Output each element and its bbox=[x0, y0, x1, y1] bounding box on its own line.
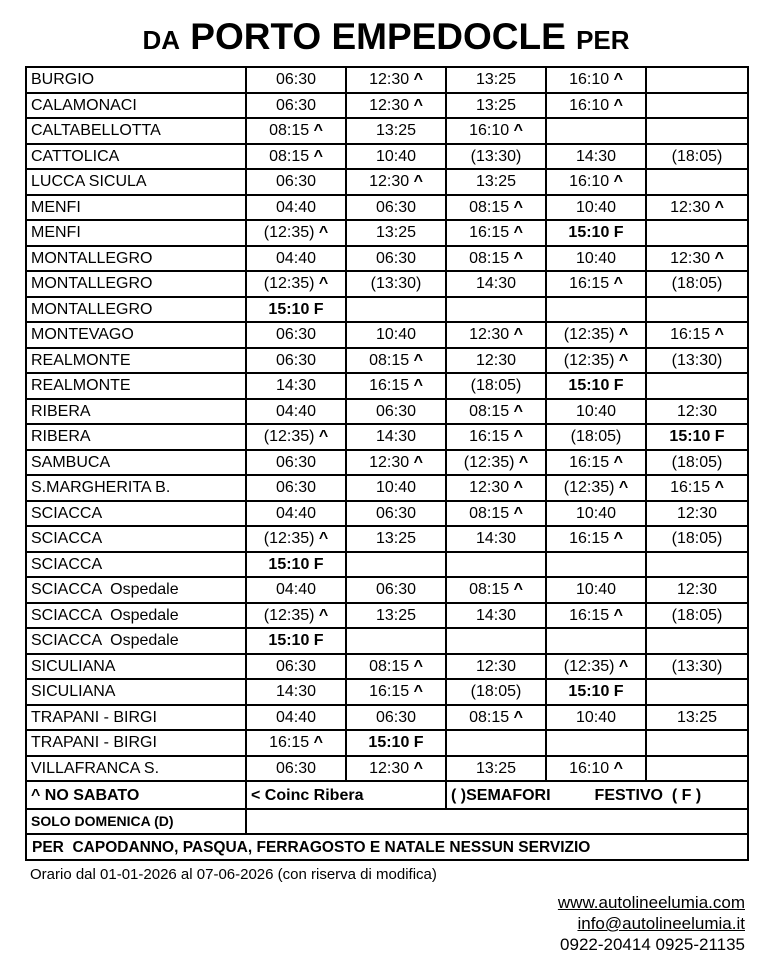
no-saturday-marker: ^ bbox=[513, 402, 523, 420]
time-cell: 04:40 bbox=[246, 705, 346, 731]
no-saturday-marker: ^ bbox=[513, 708, 523, 726]
no-saturday-marker: ^ bbox=[513, 428, 523, 446]
no-saturday-marker: ^ bbox=[413, 657, 423, 675]
time-cell: 16:15 ^ bbox=[346, 373, 446, 399]
no-saturday-marker: ^ bbox=[613, 71, 623, 89]
time-cell: 13:25 bbox=[346, 118, 446, 144]
destination-cell: CALAMONACI bbox=[26, 93, 246, 119]
time-cell bbox=[646, 679, 748, 705]
time-cell: (12:35) ^ bbox=[246, 424, 346, 450]
no-saturday-marker: ^ bbox=[613, 173, 623, 191]
table-row bbox=[26, 526, 748, 552]
time-cell: 14:30 bbox=[446, 271, 546, 297]
destination-cell: SCIACCA Ospedale bbox=[26, 577, 246, 603]
time-cell: 06:30 bbox=[246, 756, 346, 782]
time-cell: (12:35) ^ bbox=[246, 271, 346, 297]
time-cell: 10:40 bbox=[546, 577, 646, 603]
time-cell: (12:35) ^ bbox=[546, 654, 646, 680]
time-cell: (18:05) bbox=[446, 679, 546, 705]
destination-cell: REALMONTE bbox=[26, 348, 246, 374]
no-saturday-marker: ^ bbox=[618, 351, 629, 369]
time-cell: 12:30 bbox=[646, 501, 748, 527]
time-cell: 10:40 bbox=[346, 475, 446, 501]
time-cell: 12:30 bbox=[646, 577, 748, 603]
timetable-legend bbox=[26, 781, 748, 860]
table-row bbox=[26, 756, 748, 782]
time-cell: 15:10 F bbox=[546, 679, 646, 705]
time-cell: (18:05) bbox=[646, 603, 748, 629]
destination-cell: SCIACCA Ospedale bbox=[26, 603, 246, 629]
time-cell: (12:35) ^ bbox=[546, 475, 646, 501]
destination-cell: SICULIANA bbox=[26, 654, 246, 680]
table-row bbox=[26, 424, 748, 450]
time-cell bbox=[646, 220, 748, 246]
destination-cell: BURGIO bbox=[26, 67, 246, 93]
time-cell: 15:10 F bbox=[646, 424, 748, 450]
time-cell: (12:35) ^ bbox=[446, 450, 546, 476]
time-cell: 12:30 ^ bbox=[446, 475, 546, 501]
solo-domenica-row bbox=[26, 809, 748, 834]
no-service-note: PER CAPODANNO, PASQUA, FERRAGOSTO E NATALE NESSUN SERVIZIO bbox=[26, 834, 748, 860]
table-row bbox=[26, 603, 748, 629]
time-cell: 06:30 bbox=[246, 654, 346, 680]
time-cell: 15:10 F bbox=[246, 628, 346, 654]
time-cell bbox=[646, 169, 748, 195]
title-main: PORTO EMPEDOCLE bbox=[190, 16, 566, 57]
no-saturday-marker: ^ bbox=[513, 122, 523, 140]
no-saturday-marker: ^ bbox=[613, 530, 623, 548]
no-saturday-marker: ^ bbox=[413, 683, 423, 701]
legend-semafori: ( )SEMAFORI bbox=[451, 786, 551, 804]
table-row bbox=[26, 730, 748, 756]
time-cell: 06:30 bbox=[246, 348, 346, 374]
time-cell bbox=[546, 552, 646, 578]
time-cell: 14:30 bbox=[346, 424, 446, 450]
phone-numbers: 0922-20414 0925-21135 bbox=[560, 935, 745, 954]
destination-cell: MONTALLEGRO bbox=[26, 246, 246, 272]
destination-cell: MONTEVAGO bbox=[26, 322, 246, 348]
time-cell bbox=[646, 730, 748, 756]
time-cell: (18:05) bbox=[646, 526, 748, 552]
table-row bbox=[26, 705, 748, 731]
no-saturday-marker: ^ bbox=[714, 249, 724, 267]
time-cell: 16:15 ^ bbox=[546, 526, 646, 552]
time-cell: 16:15 ^ bbox=[546, 603, 646, 629]
destination-cell: S.MARGHERITA B. bbox=[26, 475, 246, 501]
time-cell bbox=[646, 118, 748, 144]
time-cell: 12:30 ^ bbox=[346, 169, 446, 195]
time-cell: 08:15 ^ bbox=[346, 348, 446, 374]
time-cell: 13:25 bbox=[346, 603, 446, 629]
time-cell: (12:35) ^ bbox=[546, 322, 646, 348]
table-row bbox=[26, 144, 748, 170]
time-cell: 13:25 bbox=[346, 220, 446, 246]
time-cell: (13:30) bbox=[346, 271, 446, 297]
table-row bbox=[26, 93, 748, 119]
time-cell: 16:15 ^ bbox=[446, 220, 546, 246]
time-cell bbox=[646, 552, 748, 578]
time-cell: 16:10 ^ bbox=[546, 169, 646, 195]
destination-cell: SCIACCA bbox=[26, 552, 246, 578]
time-cell bbox=[346, 552, 446, 578]
time-cell bbox=[546, 628, 646, 654]
no-saturday-marker: ^ bbox=[313, 734, 323, 752]
time-cell: 16:10 ^ bbox=[546, 93, 646, 119]
time-cell: 06:30 bbox=[346, 195, 446, 221]
no-saturday-marker: ^ bbox=[318, 224, 329, 242]
table-row bbox=[26, 118, 748, 144]
legend-festivo: FESTIVO ( F ) bbox=[594, 786, 702, 804]
no-saturday-marker: ^ bbox=[518, 453, 529, 471]
time-cell: 06:30 bbox=[346, 577, 446, 603]
timetable-body bbox=[26, 67, 748, 781]
destination-cell: MONTALLEGRO bbox=[26, 297, 246, 323]
legend-coinc-ribera: < Coinc Ribera bbox=[246, 781, 446, 809]
no-saturday-marker: ^ bbox=[318, 428, 329, 446]
destination-cell: SICULIANA bbox=[26, 679, 246, 705]
table-row bbox=[26, 246, 748, 272]
table-row bbox=[26, 654, 748, 680]
time-cell: 16:15 ^ bbox=[246, 730, 346, 756]
destination-cell: RIBERA bbox=[26, 424, 246, 450]
time-cell: 16:15 ^ bbox=[646, 322, 748, 348]
no-saturday-marker: ^ bbox=[313, 122, 323, 140]
table-row bbox=[26, 195, 748, 221]
time-cell bbox=[646, 373, 748, 399]
time-cell: 16:15 ^ bbox=[546, 450, 646, 476]
time-cell: 06:30 bbox=[246, 322, 346, 348]
destination-cell: SCIACCA bbox=[26, 501, 246, 527]
time-cell: (13:30) bbox=[446, 144, 546, 170]
time-cell: 14:30 bbox=[246, 373, 346, 399]
time-cell bbox=[446, 552, 546, 578]
table-row bbox=[26, 679, 748, 705]
time-cell: (18:05) bbox=[546, 424, 646, 450]
no-saturday-marker: ^ bbox=[413, 96, 423, 114]
time-cell: 12:30 ^ bbox=[346, 93, 446, 119]
destination-cell: SCIACCA Ospedale bbox=[26, 628, 246, 654]
table-row bbox=[26, 373, 748, 399]
table-row bbox=[26, 450, 748, 476]
time-cell bbox=[546, 297, 646, 323]
contact-block bbox=[558, 892, 745, 955]
time-cell: 13:25 bbox=[446, 756, 546, 782]
page-title bbox=[0, 16, 772, 58]
time-cell: 16:10 ^ bbox=[546, 756, 646, 782]
time-cell: 08:15 ^ bbox=[246, 144, 346, 170]
time-cell: 10:40 bbox=[546, 195, 646, 221]
time-cell bbox=[446, 628, 546, 654]
no-saturday-marker: ^ bbox=[613, 96, 623, 114]
time-cell: 16:10 ^ bbox=[546, 67, 646, 93]
time-cell: 08:15 ^ bbox=[346, 654, 446, 680]
time-cell: 16:15 ^ bbox=[346, 679, 446, 705]
time-cell: 04:40 bbox=[246, 399, 346, 425]
time-cell: 13:25 bbox=[446, 93, 546, 119]
time-cell: 15:10 F bbox=[546, 220, 646, 246]
time-cell: 10:40 bbox=[346, 322, 446, 348]
no-saturday-marker: ^ bbox=[618, 479, 629, 497]
time-cell: 10:40 bbox=[546, 501, 646, 527]
destination-cell: MENFI bbox=[26, 195, 246, 221]
time-cell: 14:30 bbox=[246, 679, 346, 705]
time-cell: (13:30) bbox=[646, 654, 748, 680]
time-cell: 14:30 bbox=[546, 144, 646, 170]
time-cell: 06:30 bbox=[246, 67, 346, 93]
legend-no-sabato: ^ NO SABATO bbox=[26, 781, 246, 809]
table-row bbox=[26, 501, 748, 527]
time-cell bbox=[546, 118, 646, 144]
time-cell: (18:05) bbox=[446, 373, 546, 399]
no-saturday-marker: ^ bbox=[413, 453, 423, 471]
time-cell: 06:30 bbox=[246, 169, 346, 195]
no-saturday-marker: ^ bbox=[413, 351, 423, 369]
no-saturday-marker: ^ bbox=[613, 759, 623, 777]
table-row bbox=[26, 348, 748, 374]
time-cell bbox=[646, 67, 748, 93]
legend-solo-domenica: SOLO DOMENICA (D) bbox=[26, 809, 246, 834]
time-cell: 15:10 F bbox=[246, 552, 346, 578]
email-link[interactable]: info@autolineelumia.it bbox=[577, 914, 745, 933]
no-saturday-marker: ^ bbox=[613, 275, 623, 293]
time-cell: 16:15 ^ bbox=[446, 424, 546, 450]
no-saturday-marker: ^ bbox=[318, 606, 329, 624]
time-cell: 16:15 ^ bbox=[546, 271, 646, 297]
time-cell: 12:30 bbox=[446, 348, 546, 374]
time-cell: 10:40 bbox=[546, 705, 646, 731]
destination-cell: MONTALLEGRO bbox=[26, 271, 246, 297]
no-saturday-marker: ^ bbox=[513, 224, 523, 242]
time-cell: 08:15 ^ bbox=[446, 501, 546, 527]
time-cell: 13:25 bbox=[446, 67, 546, 93]
time-cell: 14:30 bbox=[446, 526, 546, 552]
table-row bbox=[26, 322, 748, 348]
time-cell: 06:30 bbox=[246, 475, 346, 501]
table-row bbox=[26, 220, 748, 246]
time-cell bbox=[346, 628, 446, 654]
no-saturday-marker: ^ bbox=[513, 326, 523, 344]
time-cell: 12:30 bbox=[446, 654, 546, 680]
time-cell: 12:30 ^ bbox=[646, 246, 748, 272]
time-cell bbox=[646, 297, 748, 323]
no-saturday-marker: ^ bbox=[714, 326, 724, 344]
time-cell: 13:25 bbox=[446, 169, 546, 195]
no-saturday-marker: ^ bbox=[513, 504, 523, 522]
time-cell: 12:30 bbox=[646, 399, 748, 425]
time-cell: 10:40 bbox=[346, 144, 446, 170]
no-saturday-marker: ^ bbox=[513, 198, 523, 216]
time-cell: 10:40 bbox=[546, 246, 646, 272]
table-row bbox=[26, 271, 748, 297]
time-cell: 16:10 ^ bbox=[446, 118, 546, 144]
destination-cell: REALMONTE bbox=[26, 373, 246, 399]
time-cell: 12:30 ^ bbox=[346, 756, 446, 782]
time-cell: (18:05) bbox=[646, 144, 748, 170]
no-service-row bbox=[26, 834, 748, 860]
time-cell: 15:10 F bbox=[246, 297, 346, 323]
time-cell: 06:30 bbox=[346, 246, 446, 272]
no-saturday-marker: ^ bbox=[513, 479, 523, 497]
table-row bbox=[26, 67, 748, 93]
validity-note: Orario dal 01-01-2026 al 07-06-2026 (con riserva di modifica) bbox=[30, 866, 437, 883]
time-cell: 04:40 bbox=[246, 501, 346, 527]
time-cell: 06:30 bbox=[346, 705, 446, 731]
time-cell bbox=[646, 628, 748, 654]
time-cell: 08:15 ^ bbox=[446, 399, 546, 425]
time-cell: 15:10 F bbox=[346, 730, 446, 756]
time-cell: 08:15 ^ bbox=[446, 705, 546, 731]
title-suffix: PER bbox=[576, 25, 630, 55]
time-cell: 12:30 ^ bbox=[346, 67, 446, 93]
no-saturday-marker: ^ bbox=[413, 71, 423, 89]
no-saturday-marker: ^ bbox=[618, 657, 629, 675]
destination-cell: CATTOLICA bbox=[26, 144, 246, 170]
time-cell bbox=[446, 730, 546, 756]
time-cell: (13:30) bbox=[646, 348, 748, 374]
no-saturday-marker: ^ bbox=[413, 759, 423, 777]
time-cell bbox=[446, 297, 546, 323]
destination-cell: TRAPANI - BIRGI bbox=[26, 730, 246, 756]
no-saturday-marker: ^ bbox=[313, 147, 323, 165]
time-cell: (12:35) ^ bbox=[246, 220, 346, 246]
no-saturday-marker: ^ bbox=[714, 198, 724, 216]
time-cell: 04:40 bbox=[246, 246, 346, 272]
destination-cell: VILLAFRANCA S. bbox=[26, 756, 246, 782]
time-cell: 13:25 bbox=[646, 705, 748, 731]
destination-cell: SCIACCA bbox=[26, 526, 246, 552]
time-cell bbox=[346, 297, 446, 323]
table-row bbox=[26, 475, 748, 501]
no-saturday-marker: ^ bbox=[318, 530, 329, 548]
time-cell bbox=[546, 730, 646, 756]
time-cell: 12:30 ^ bbox=[346, 450, 446, 476]
no-saturday-marker: ^ bbox=[513, 581, 523, 599]
destination-cell: RIBERA bbox=[26, 399, 246, 425]
no-saturday-marker: ^ bbox=[318, 275, 329, 293]
time-cell: 10:40 bbox=[546, 399, 646, 425]
legend-semafori-festivo bbox=[446, 781, 748, 809]
timetable bbox=[25, 66, 749, 861]
time-cell: (18:05) bbox=[646, 271, 748, 297]
time-cell bbox=[646, 93, 748, 119]
time-cell: 08:15 ^ bbox=[246, 118, 346, 144]
time-cell: 08:15 ^ bbox=[446, 577, 546, 603]
time-cell: 06:30 bbox=[246, 450, 346, 476]
no-saturday-marker: ^ bbox=[618, 326, 629, 344]
destination-cell: MENFI bbox=[26, 220, 246, 246]
time-cell: 14:30 bbox=[446, 603, 546, 629]
table-row bbox=[26, 399, 748, 425]
time-cell: 08:15 ^ bbox=[446, 195, 546, 221]
time-cell: 12:30 ^ bbox=[446, 322, 546, 348]
time-cell: 04:40 bbox=[246, 577, 346, 603]
time-cell: (18:05) bbox=[646, 450, 748, 476]
table-row bbox=[26, 297, 748, 323]
time-cell: 06:30 bbox=[346, 501, 446, 527]
table-row bbox=[26, 169, 748, 195]
time-cell: 12:30 ^ bbox=[646, 195, 748, 221]
legend-row bbox=[26, 781, 748, 809]
time-cell: (12:35) ^ bbox=[246, 526, 346, 552]
destination-cell: TRAPANI - BIRGI bbox=[26, 705, 246, 731]
time-cell: 04:40 bbox=[246, 195, 346, 221]
no-saturday-marker: ^ bbox=[413, 173, 423, 191]
time-cell bbox=[646, 756, 748, 782]
destination-cell: SAMBUCA bbox=[26, 450, 246, 476]
no-saturday-marker: ^ bbox=[613, 453, 623, 471]
destination-cell: LUCCA SICULA bbox=[26, 169, 246, 195]
time-cell: 13:25 bbox=[346, 526, 446, 552]
time-cell: (12:35) ^ bbox=[546, 348, 646, 374]
timetable-page bbox=[0, 16, 772, 955]
destination-cell: CALTABELLOTTA bbox=[26, 118, 246, 144]
no-saturday-marker: ^ bbox=[413, 377, 423, 395]
time-cell: 08:15 ^ bbox=[446, 246, 546, 272]
time-cell: 16:15 ^ bbox=[646, 475, 748, 501]
website-link[interactable]: www.autolineelumia.com bbox=[557, 893, 745, 912]
no-saturday-marker: ^ bbox=[714, 479, 724, 497]
time-cell: (12:35) ^ bbox=[246, 603, 346, 629]
no-saturday-marker: ^ bbox=[513, 249, 523, 267]
table-row bbox=[26, 577, 748, 603]
table-row bbox=[26, 552, 748, 578]
time-cell: 06:30 bbox=[346, 399, 446, 425]
time-cell: 15:10 F bbox=[546, 373, 646, 399]
time-cell: 06:30 bbox=[246, 93, 346, 119]
title-prefix: DA bbox=[142, 25, 180, 55]
empty-cell bbox=[246, 809, 748, 834]
table-row bbox=[26, 628, 748, 654]
no-saturday-marker: ^ bbox=[613, 606, 623, 624]
